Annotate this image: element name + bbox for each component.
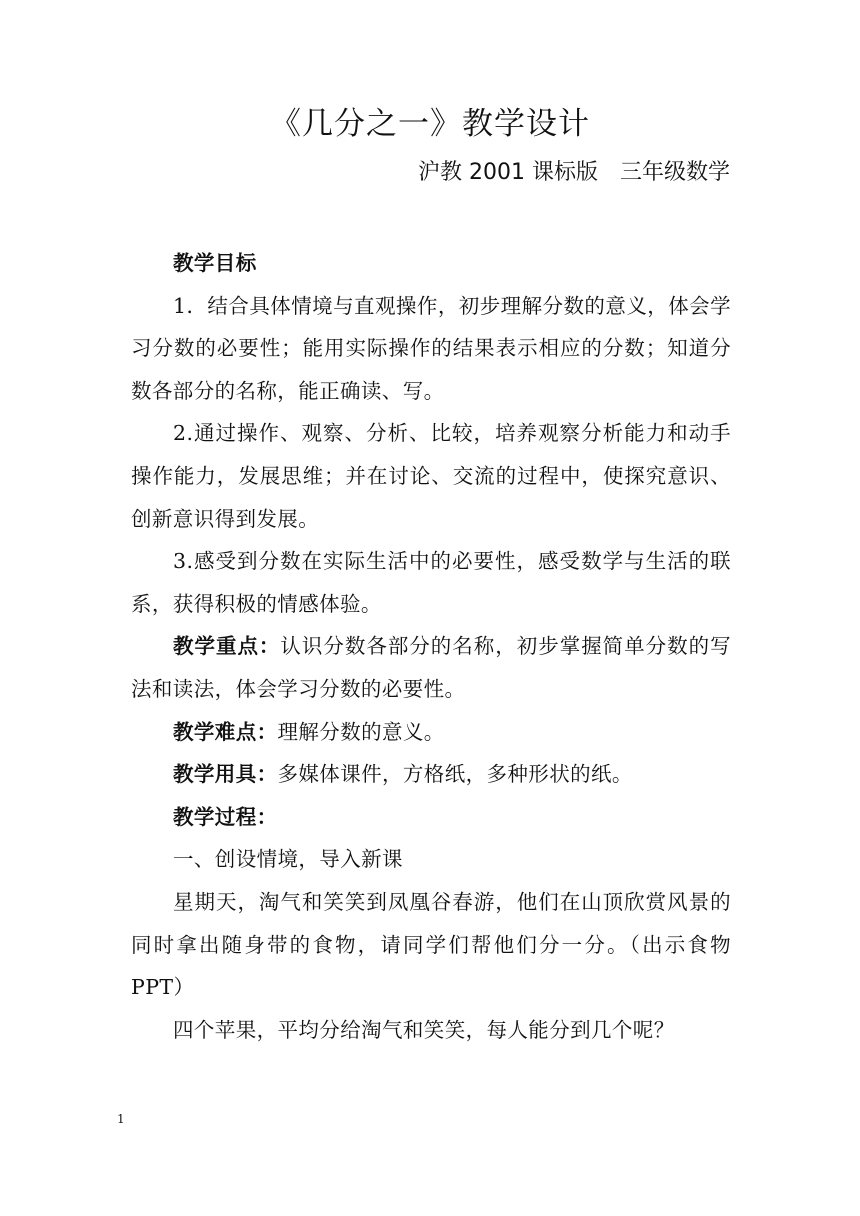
objectives-heading: 教学目标 [173, 251, 257, 275]
paragraph-1: 星期天，淘气和笑笑到凤凰谷春游，他们在山顶欣赏风景的同时拿出随身带的食物，请同学们帮他们分一分。（出示食物 PPT） [131, 889, 731, 1000]
key-point-paragraph [131, 625, 731, 710]
page-number: 1 [117, 1112, 125, 1126]
key-point-label: 教学重点： [173, 634, 281, 659]
objective-3: 3.感受到分数在实际生活中的必要性，感受数学与生活的联系，获得积极的情感体验。 [131, 549, 731, 616]
process-label: 教学过程： [173, 804, 278, 829]
document-body [131, 242, 731, 1051]
document-subtitle: 沪教 2001 课标版 三年级数学 [418, 160, 730, 185]
key-point-text: 认识分数各部分的名称，初步掌握简单分数的写法和读法，体会学习分数的必要性。 [131, 634, 731, 701]
objective-2: 2.通过操作、观察、分析、比较，培养观察分析能力和动手操作能力，发展思维；并在讨论、交流的过程中，使探究意识、创新意识得到发展。 [131, 421, 731, 531]
difficulty-text: 理解分数的意义。 [277, 719, 445, 744]
tools-text: 多媒体课件，方格纸，多种形状的纸。 [277, 762, 633, 787]
difficulty-paragraph [131, 711, 731, 754]
tools-paragraph [131, 753, 731, 796]
paragraph-2: 四个苹果，平均分给淘气和笑笑，每人能分到几个呢？ [173, 1017, 675, 1042]
section-1-heading: 一、创设情境，导入新课 [173, 847, 403, 872]
difficulty-label: 教学难点： [173, 719, 278, 744]
objective-1: 1．结合具体情境与直观操作，初步理解分数的意义，体会学习分数的必要性；能用实际操作的结果表示相应的分数；知道分数各部分的名称，能正确读、写。 [131, 293, 731, 403]
tools-label: 教学用具： [173, 762, 278, 787]
document-title: 《几分之一》教学设计 [270, 106, 590, 142]
